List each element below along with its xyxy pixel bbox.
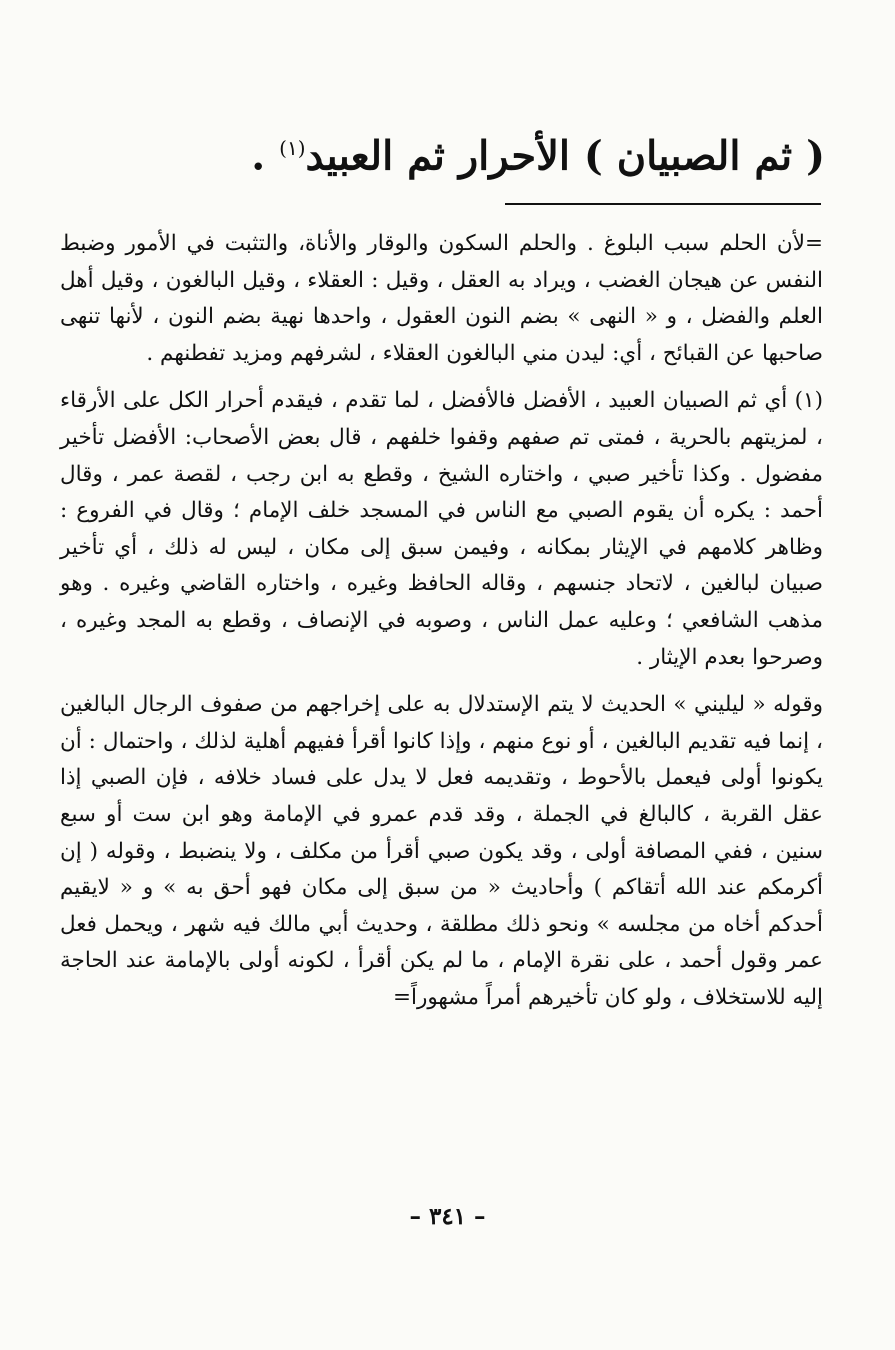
main-text: ( ثم الصبيان ) الأحرار ثم العبيد [305, 132, 825, 180]
main-text-end: . [251, 132, 280, 180]
main-text-line [85, 118, 825, 186]
footnote-separator [505, 203, 821, 205]
footnote-1-continued: وقوله « ليليني » الحديث لا يتم الإستدلال به على إخراجهم من صفوف الرجال البالغين ، إنما فيه تقديم البالغين ، أو نوع منهم ، وإذا كانوا أقرأ ففيهم أهلية لذلك ، واحتمال : أن يكونوا أولى فيعمل بالأحوط ، وتقديمه فعل لا يدل على فساد خلافه ، فإن الصبي إذا عقل القربة ، كالبالغ في الجملة ، وقد قدم عمرو في الإمامة وهو ابن ست أو سبع سنين ، ففي المصافة أولى ، وقد يكون صبي أقرأ من مكلف ، ولا ينضبط ، وقوله ( إن أكرمكم عند الله أتقاكم ) وأحاديث « من سبق إلى مكان فهو أحق به » و « لايقيم أحدكم أخاه من مجلسه » ونحو ذلك مطلقة ، وحديث أبي مالك فيه شهر ، ويحمل فعل عمر وقول أحمد ، على نقرة الإمام ، ما لم يكن أقرأ ، لكونه أولى بالإمامة عند الحاجة إليه للاستخلاف ، ولو كان تأخيرهم أمراً مشهوراً= [60, 692, 823, 1010]
footnote-continuation: =لأن الحلم سبب البلوغ . والحلم السكون والوقار والأناة، والتثبت في الأمور وضبط النفس عن هيجان الغضب ، ويراد به العقل ، وقيل : العقلاء ، وقيل البالغون ، وقيل أهل العلم والفضل ، و « النهى » بضم النون العقول ، واحدها نهية بضم النون ، لأنها تنهى صاحبها عن القبائح ، أي: ليدن مني البالغون العقلاء ، لشرفهم ومزيد تفطنهم . [60, 231, 823, 366]
footnote-1: (١) أي ثم الصبيان العبيد ، الأفضل فالأفضل ، لما تقدم ، فيقدم أحرار الكل على الأرقاء ، لمزيتهم بالحرية ، فمتى تم صفهم وقفوا خلفهم ، قال بعض الأصحاب: الأفضل تأخير مفضول . وكذا تأخير صبي ، واختاره الشيخ ، وقطع به ابن رجب ، لقصة عمر ، وقال أحمد : يكره أن يقوم الصبي مع الناس في المسجد خلف الإمام ؛ وقال في الفروع : وظاهر كلامهم في الإيثار بمكانه ، وفيمن سبق إلى مكان ، ليس له ذلك ، أي تأخير صبيان لبالغين ، لاتحاد جنسهم ، وقاله الحافظ وغيره ، واختاره القاضي وغيره . وهو مذهب الشافعي ؛ وعليه عمل الناس ، وصوبه في الإنصاف ، وقطع به المجد وغيره ، وصرحوا بعدم الإيثار . [60, 388, 823, 670]
footnote-marker: (١) [279, 136, 306, 160]
page-number: – ٣٤١ – [409, 1203, 486, 1230]
footnotes [60, 226, 823, 1016]
